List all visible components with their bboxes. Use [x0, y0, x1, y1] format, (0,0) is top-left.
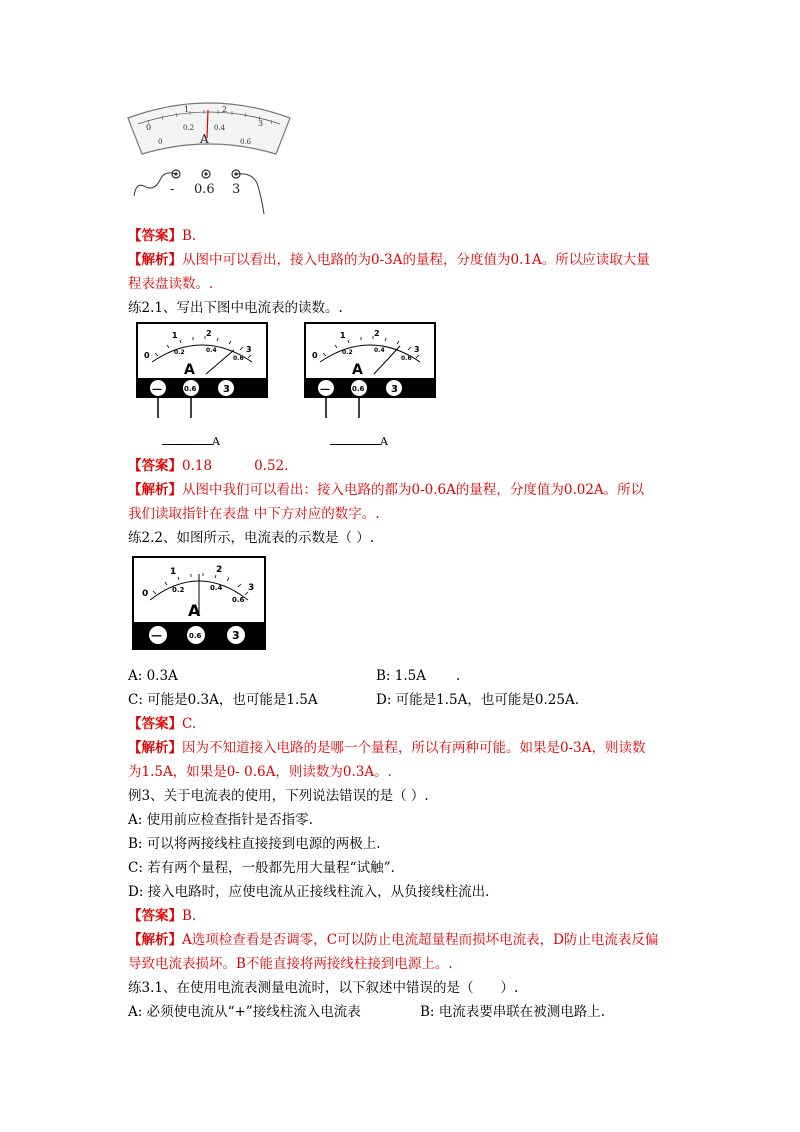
ammeter-figure-1 — [124, 96, 294, 220]
meter2b-bottom-04: 0.4 — [374, 347, 385, 354]
example-3-option-b: B: 可以将两接线柱直接接到电源的两极上. — [128, 836, 381, 852]
meter1-top-3: 3 — [258, 119, 264, 128]
blank-1 — [162, 432, 220, 452]
exercise-2-2-option-b-text: B: 1.5A — [376, 668, 426, 684]
meter3-bottom-06: 0.6 — [232, 596, 245, 604]
meter3-terminal-3: 3 — [232, 629, 240, 642]
meter3-top-0: 0 — [142, 589, 149, 599]
blank-2 — [330, 432, 388, 452]
meter2b-terminal-3: 3 — [391, 384, 398, 395]
exercise-3-1-option-a: A: 必须使电流从“+”接线柱流入电流表 — [128, 1004, 361, 1020]
answer-3 — [128, 714, 196, 734]
example-3-option-c: C: 若有两个量程，一般都先用大量程“试触”. — [128, 860, 395, 876]
meter3-terminal-06: 0.6 — [189, 632, 202, 640]
meter3-top-1: 1 — [170, 567, 177, 577]
blank-1-line — [162, 432, 212, 445]
ammeter-figure-2b — [304, 322, 436, 422]
exercise-2-1-title: 练2.1、写出下图中电流表的读数。. — [128, 300, 343, 316]
analysis-1-line2: 程表盘读数。. — [128, 276, 214, 292]
blank-1-unit: A — [212, 435, 220, 448]
meter1-terminal-06: 0.6 — [194, 182, 215, 197]
meter1-top-0: 0 — [146, 123, 152, 132]
meter2a-top-1: 1 — [172, 331, 178, 340]
answer-1 — [128, 226, 196, 246]
analysis-2-line2: 我们读取指针在表盘 中下方对应的数字。. — [128, 506, 380, 522]
ammeter-1-drawing — [124, 96, 294, 220]
meter2a-terminal-06: 0.6 — [184, 385, 197, 393]
analysis-1-text1: 从图中可以看出，接入电路的为0-3A的量程，分度值为0.1A。所以应读取大量 — [182, 252, 650, 268]
answer-3-text: C. — [182, 716, 197, 732]
exercise-3-1-option-b: B: 电流表要串联在被测电路上. — [420, 1004, 606, 1020]
analysis-4-line1 — [128, 930, 658, 950]
exercise-2-2-option-b-suffix: . — [455, 668, 461, 684]
meter2b-top-0: 0 — [312, 351, 318, 360]
meter2a-terminal-3: 3 — [223, 384, 230, 395]
analysis-1-line1 — [128, 250, 650, 270]
exercise-3-1-title: 练3.1、在使用电流表测量电流时，以下叙述中错误的是（ ）. — [128, 980, 519, 996]
analysis-4-line2: 导致电流表损坏。B不能直接将两接线柱接到电源上。. — [128, 956, 453, 972]
answer-2 — [128, 456, 288, 476]
analysis-4-text1: A选项检查看是否调零，C可以防止电流超量程而损坏电流表，D防止电流表反偏 — [182, 932, 659, 948]
exercise-2-2-option-c: C: 可能是0.3A，也可能是1.5A — [128, 692, 318, 708]
meter3-terminal-neg: — — [151, 629, 162, 642]
meter2a-bottom-02: 0.2 — [174, 349, 185, 356]
meter2a-top-3: 3 — [246, 345, 252, 354]
meter2b-top-1: 1 — [340, 331, 346, 340]
answer-3-tag: 【答案】 — [128, 716, 182, 732]
meter2b-top-2: 2 — [374, 329, 380, 338]
meter2b-terminal-06: 0.6 — [352, 385, 365, 393]
meter2a-top-2: 2 — [206, 329, 212, 338]
analysis-3-tag: 【解析】 — [128, 740, 182, 756]
meter2a-bottom-06: 0.6 — [233, 355, 244, 362]
meter2b-terminal-neg: — — [320, 384, 330, 395]
meter1-bottom-2: 0.4 — [214, 124, 226, 132]
analysis-4-tag: 【解析】 — [128, 932, 182, 948]
ammeter-figure-3 — [132, 556, 266, 652]
meter3-top-2: 2 — [216, 565, 223, 575]
meter3-bottom-02: 0.2 — [172, 586, 185, 594]
meter1-top-1: 1 — [184, 105, 190, 114]
answer-4-text: B. — [182, 908, 197, 924]
example-3-option-d: D: 接入电路时，应使电流从正接线柱流入，从负接线柱流出. — [128, 884, 490, 900]
analysis-2-text1: 从图中我们可以看出：接入电路的都为0-0.6A的量程，分度值为0.02A。所以 — [182, 482, 645, 498]
analysis-1-tag: 【解析】 — [128, 252, 182, 268]
exercise-2-2-option-d: D: 可能是1.5A，也可能是0.25A. — [376, 692, 579, 708]
meter2a-unit: A — [184, 362, 195, 378]
analysis-2-tag: 【解析】 — [128, 482, 182, 498]
answer-2-tag: 【答案】 — [128, 458, 182, 474]
answer-2-value2: 0.52. — [254, 458, 289, 474]
answer-4 — [128, 906, 196, 926]
analysis-3-text1: 因为不知道接入电路的是哪一个量程，所以有两种可能。如果是0-3A，则读数 — [182, 740, 646, 756]
meter3-top-3: 3 — [248, 583, 255, 593]
blank-2-line — [330, 432, 380, 445]
meter2a-top-0: 0 — [144, 351, 150, 360]
example-3-title: 例3、关于电流表的使用，下列说法错误的是（ ）. — [128, 788, 429, 804]
analysis-2-line1 — [128, 480, 644, 500]
meter1-terminal-3: 3 — [232, 182, 241, 197]
meter1-unit: A — [200, 132, 209, 146]
blank-2-unit: A — [380, 435, 388, 448]
answer-2-value1: 0.18 — [182, 458, 213, 474]
answer-1-tag: 【答案】 — [128, 228, 182, 244]
answer-4-tag: 【答案】 — [128, 908, 182, 924]
example-3-option-a: A: 使用前应检查指针是否指零. — [128, 812, 313, 828]
meter2a-terminal-neg: — — [152, 384, 162, 395]
meter1-bottom-1: 0.2 — [183, 124, 195, 132]
exercise-2-2-option-a: A: 0.3A — [128, 668, 178, 684]
meter3-bottom-04: 0.4 — [210, 584, 223, 592]
analysis-3-line2: 为1.5A，如果是0- 0.6A，则读数为0.3A。. — [128, 764, 392, 780]
exercise-2-2-title: 练2.2、如图所示，电流表的示数是（ ）. — [128, 530, 375, 546]
meter2b-unit: A — [352, 362, 363, 378]
analysis-3-line1 — [128, 738, 646, 758]
meter1-terminal-neg: - — [170, 182, 175, 197]
meter2a-bottom-04: 0.4 — [206, 347, 217, 354]
meter1-bottom-0: 0 — [158, 138, 163, 146]
meter2b-top-3: 3 — [414, 345, 420, 354]
answer-1-text: B. — [182, 228, 197, 244]
meter3-unit: A — [188, 601, 201, 620]
meter1-bottom-3: 0.6 — [240, 138, 252, 146]
meter2b-bottom-06: 0.6 — [401, 355, 412, 362]
exercise-2-2-option-b — [376, 666, 460, 686]
meter2b-bottom-02: 0.2 — [342, 349, 353, 356]
ammeter-figure-2a — [136, 322, 268, 422]
meter1-top-2: 2 — [222, 105, 228, 114]
